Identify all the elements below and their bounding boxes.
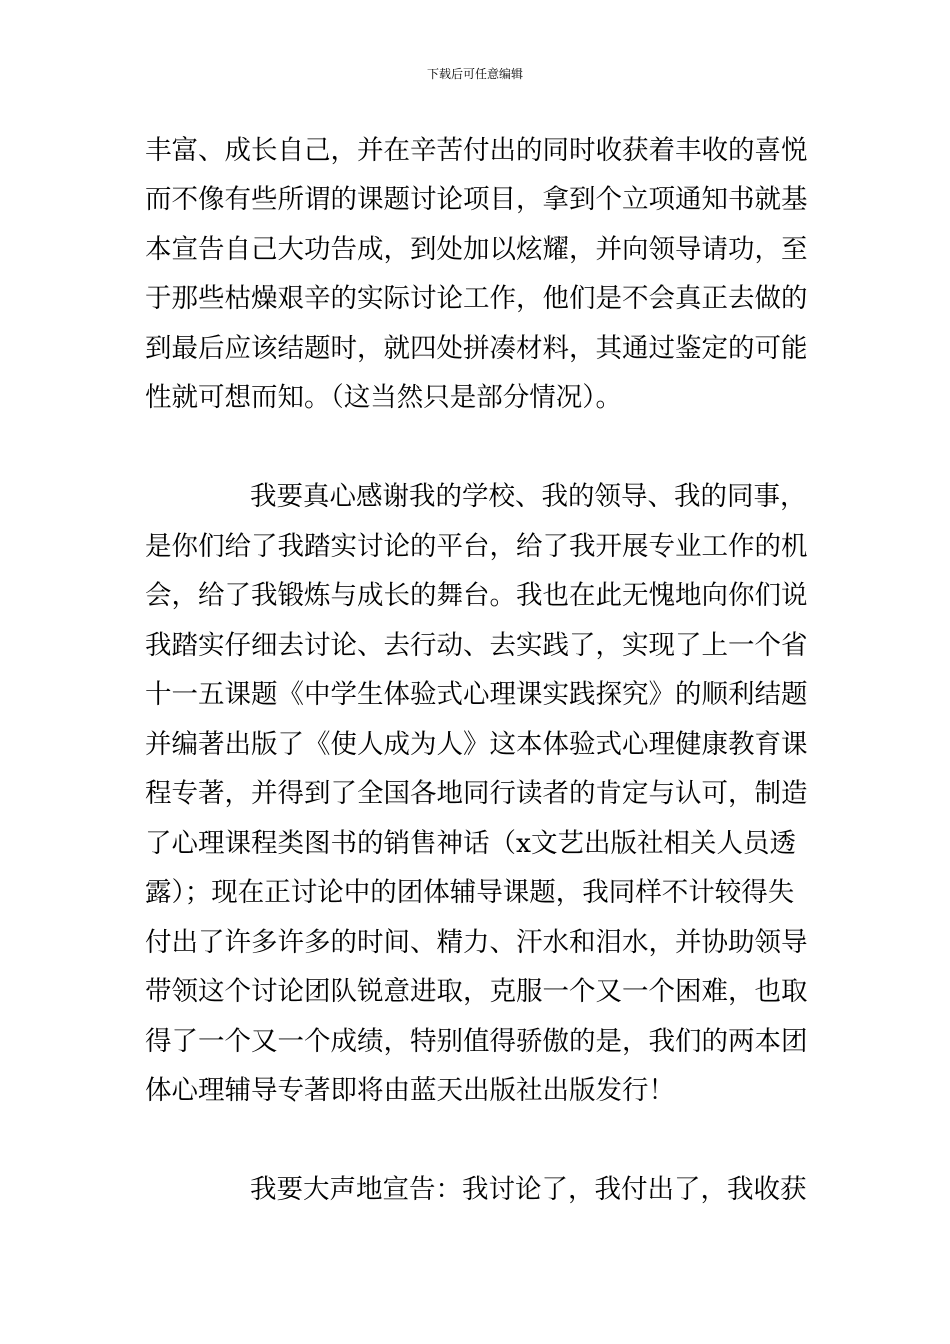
text-line: 得了一个又一个成绩，特别值得骄傲的是，我们的两本团 [145, 1026, 808, 1057]
paragraph-first-line: 我要大声地宣告：我讨论了，我付出了，我收获 [250, 1174, 807, 1205]
text-line: 程专著，并得到了全国各地同行读者的肯定与认可，制造 [145, 778, 808, 809]
page-header: 下载后可任意编辑 [426, 67, 523, 81]
text-line: 并编著出版了《使人成为人》这本体验式心理健康教育课 [145, 729, 808, 760]
text-line: 了心理课程类图书的销售神话（x文艺出版社相关人员透 [145, 828, 796, 859]
text-line: 本宣告自己大功告成，到处加以炫耀，并向领导请功，至 [145, 234, 808, 265]
text-line: 性就可想而知。（这当然只是部分情况）。 [145, 382, 622, 413]
text-line: 丰富、成长自己，并在辛苦付出的同时收获着丰收的喜悦 [145, 135, 808, 166]
text-line: 带领这个讨论团队锐意进取，克服一个又一个困难，也取 [145, 976, 808, 1007]
text-line: 付出了许多许多的时间、精力、汗水和泪水，并协助领导 [145, 927, 808, 958]
text-line: 于那些枯燥艰辛的实际讨论工作，他们是不会真正去做的 [145, 283, 808, 314]
text-line: 到最后应该结题时，就四处拼凑材料，其通过鉴定的可能 [145, 333, 808, 364]
text-line: 而不像有些所谓的课题讨论项目，拿到个立项通知书就基 [145, 184, 808, 215]
text-line: 是你们给了我踏实讨论的平台，给了我开展专业工作的机 [145, 531, 808, 562]
text-line: 体心理辅导专著即将由蓝天出版社出版发行！ [145, 1075, 675, 1106]
text-line: 十一五课题《中学生体验式心理课实践探究》的顺利结题 [145, 679, 808, 710]
text-line: 我踏实仔细去讨论、去行动、去实践了，实现了上一个省 [145, 630, 808, 661]
text-line: 露）；现在正讨论中的团体辅导课题，我同样不计较得失 [145, 877, 795, 908]
paragraph-first-line: 我要真心感谢我的学校、我的领导、我的同事， [250, 481, 807, 512]
text-line: 会，给了我锻炼与成长的舞台。我也在此无愧地向你们说 [145, 580, 808, 611]
